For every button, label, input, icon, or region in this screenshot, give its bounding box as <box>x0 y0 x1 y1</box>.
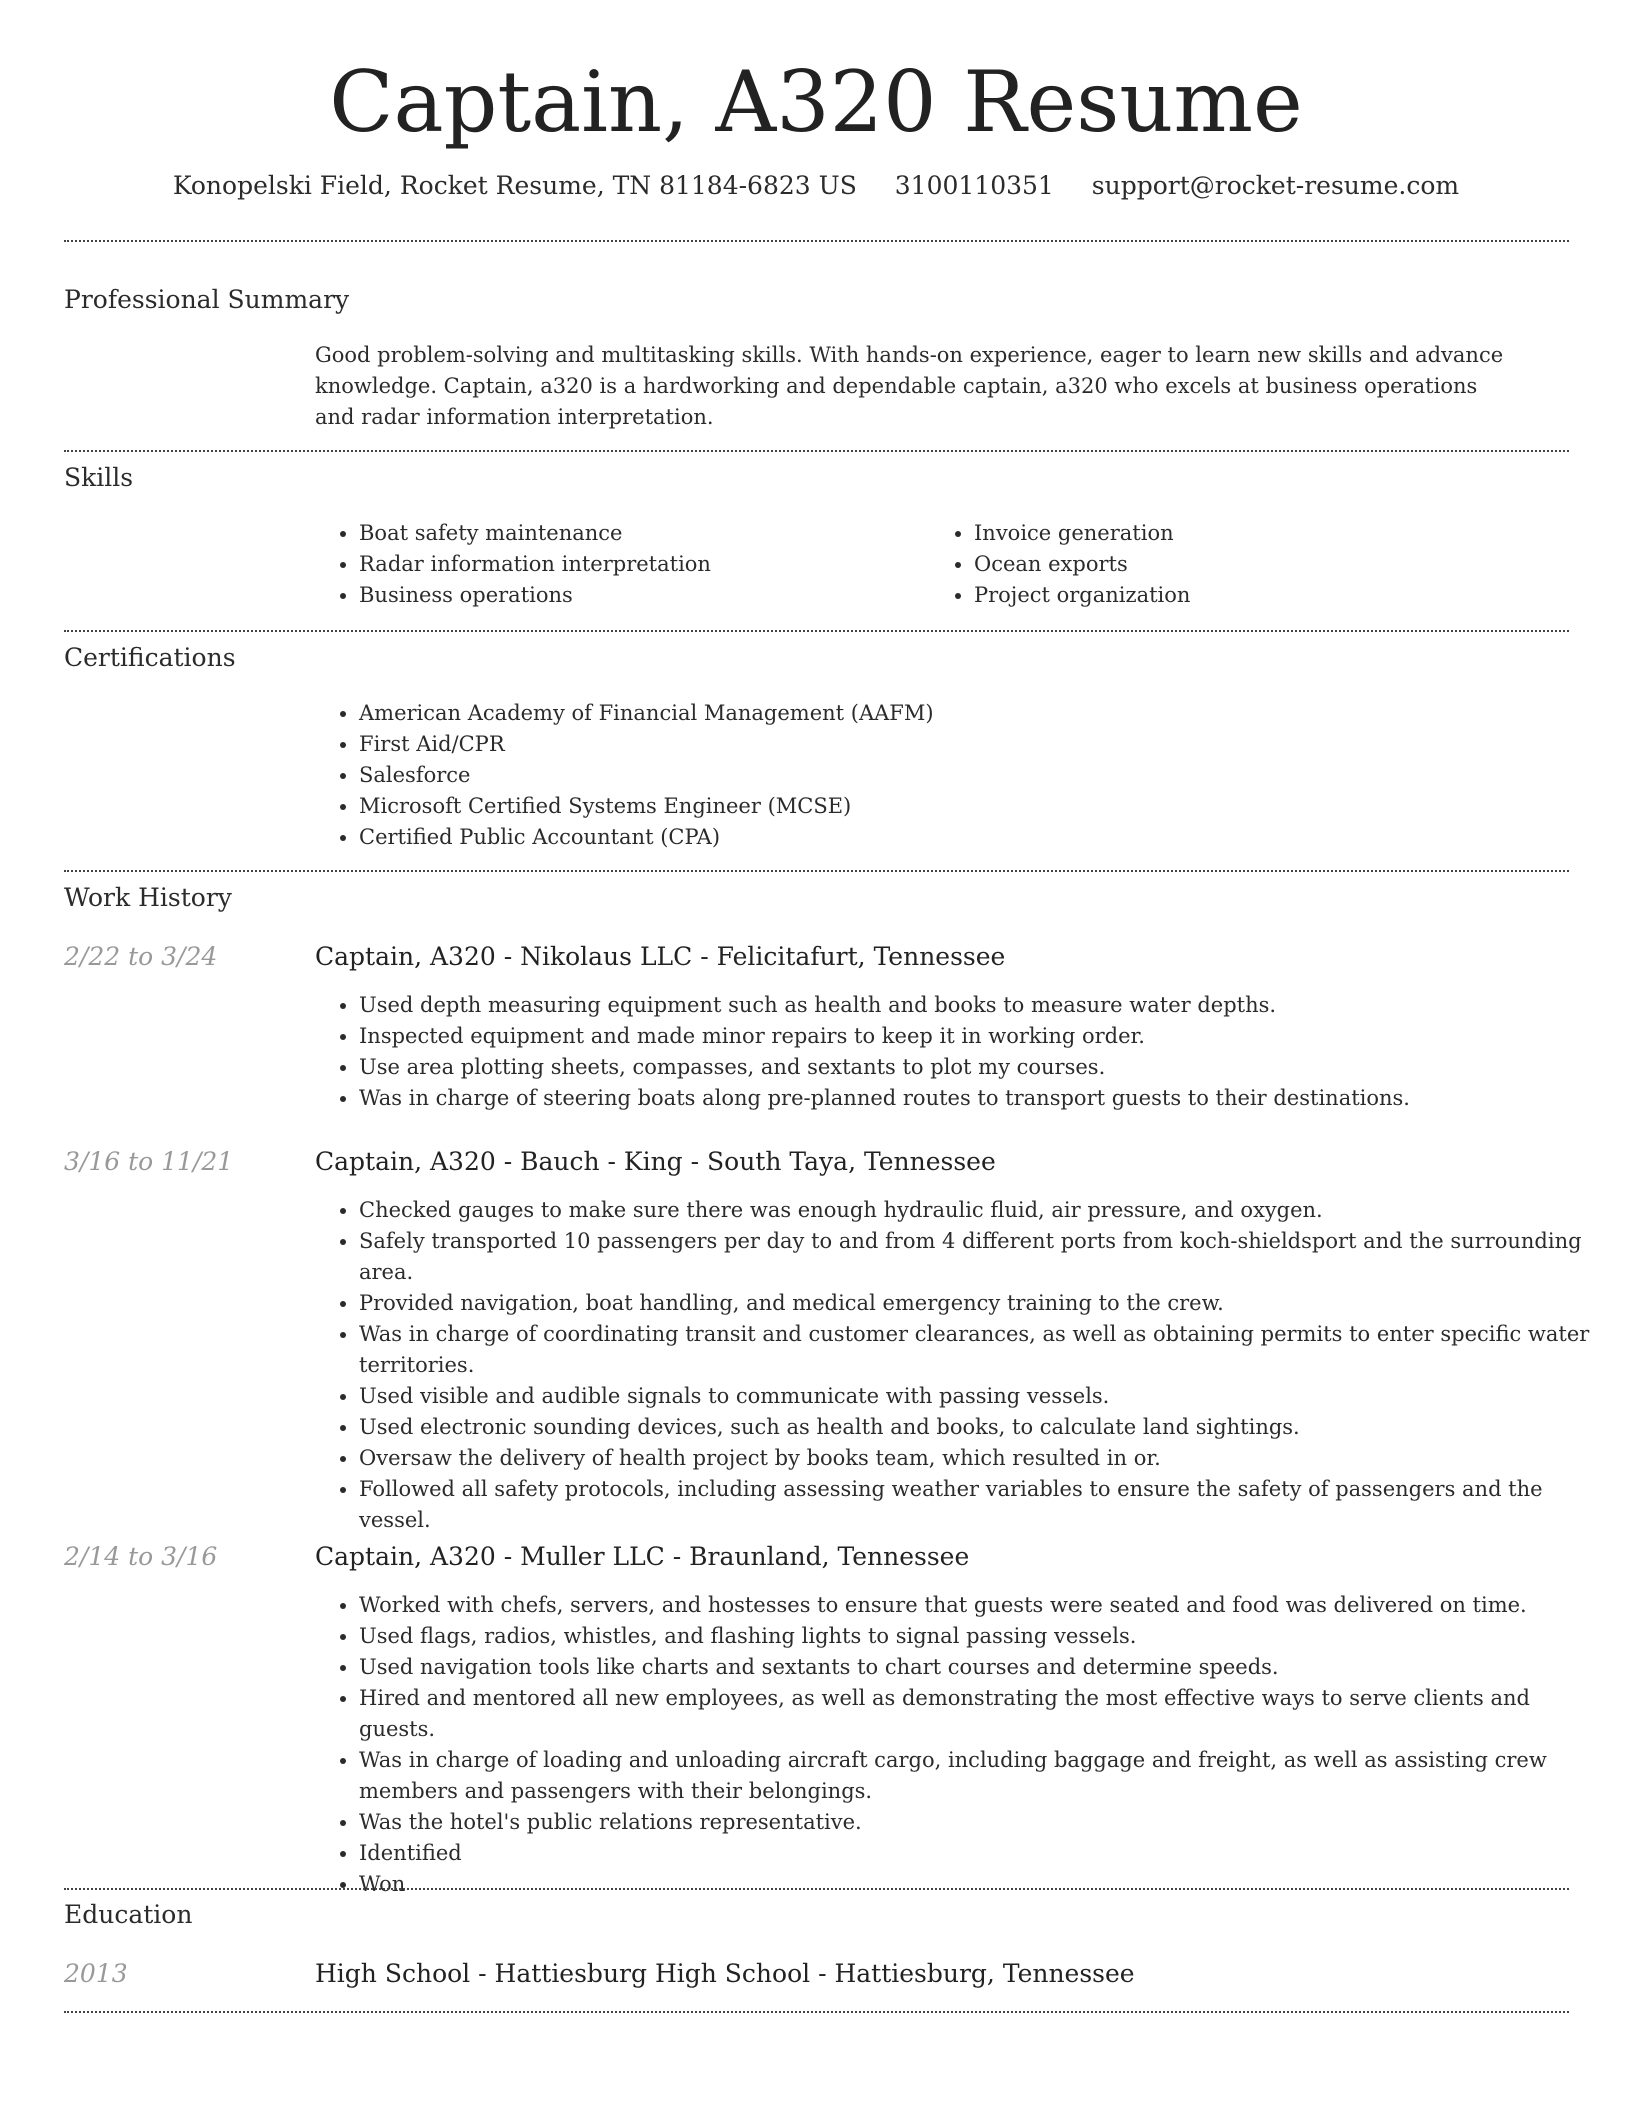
divider <box>64 1888 1569 1890</box>
skill-item: • Project organization <box>974 580 1534 611</box>
job-bullet: • Was in charge of coordinating transit and customer clearances, as well as obtaining permits to enter specific water territories. <box>359 1319 1609 1381</box>
contact-line <box>0 168 1632 204</box>
skills-heading: Skills <box>64 463 134 492</box>
summary-text: Good problem-solving and multitasking skills. With hands-on experience, eager to learn new skills and advance knowledge. Captain, a320 is a hardworking and dependable captain, a320 who excels at business operations and radar information interpretation. <box>315 343 1504 429</box>
job-bullet: • Was the hotel's public relations representative. <box>359 1807 1609 1838</box>
skill-item: • Boat safety maintenance <box>359 518 919 549</box>
work-history-heading: Work History <box>64 883 232 912</box>
education-title: High School - Hattiesburg High School - Hattiesburg, Tennessee <box>315 1959 1135 1988</box>
skill-item: • Business operations <box>359 580 919 611</box>
certification-item: • Microsoft Certified Systems Engineer (MCSE) <box>359 791 1559 822</box>
certifications-heading: Certifications <box>64 643 236 672</box>
summary-heading: Professional Summary <box>64 285 350 314</box>
skills-list-right <box>930 518 1534 611</box>
job-bullet: • Safely transported 10 passengers per day to and from 4 different ports from koch-shieldsport and the surrounding area. <box>359 1226 1609 1288</box>
resume-title: Captain, A320 Resume <box>329 53 1303 151</box>
job-bullet: • Used visible and audible signals to communicate with passing vessels. <box>359 1381 1609 1412</box>
job-bullet: • Oversaw the delivery of health project by books team, which resulted in or. <box>359 1443 1609 1474</box>
divider <box>64 870 1569 872</box>
job-bullets <box>315 1195 1609 1536</box>
certification-item: • Salesforce <box>359 760 1559 791</box>
contact-email: support@rocket-resume.com <box>1091 171 1460 200</box>
contact-phone: 3100110351 <box>894 171 1054 200</box>
skill-item: • Ocean exports <box>974 549 1534 580</box>
job-bullet: • Use area plotting sheets, compasses, and sextants to plot my courses. <box>359 1052 1609 1083</box>
job-bullets <box>315 990 1609 1114</box>
divider <box>64 240 1569 242</box>
divider <box>64 630 1569 632</box>
contact-address: Konopelski Field, Rocket Resume, TN 81184-6823 US <box>172 171 857 200</box>
job-bullet: • Used depth measuring equipment such as health and books to measure water depths. <box>359 990 1609 1021</box>
job-bullet: • Checked gauges to make sure there was enough hydraulic fluid, air pressure, and oxygen. <box>359 1195 1609 1226</box>
education-heading: Education <box>64 1900 193 1929</box>
job-bullet: • Identified <box>359 1838 1609 1869</box>
job-bullet: • Used flags, radios, whistles, and flashing lights to signal passing vessels. <box>359 1621 1609 1652</box>
skills-list-left <box>315 518 919 611</box>
job-bullets <box>315 1590 1609 1900</box>
job-title: Captain, A320 - Bauch - King - South Taya, Tennessee <box>315 1147 996 1176</box>
job-dates: 2/22 to 3/24 <box>64 942 218 971</box>
certification-item: • Certified Public Accountant (CPA) <box>359 822 1559 853</box>
job-title: Captain, A320 - Nikolaus LLC - Felicitafurt, Tennessee <box>315 942 1006 971</box>
job-bullet: • Worked with chefs, servers, and hostesses to ensure that guests were seated and food was delivered on time. <box>359 1590 1609 1621</box>
job-bullet: • Followed all safety protocols, including assessing weather variables to ensure the safety of passengers and the vessel. <box>359 1474 1609 1536</box>
divider <box>64 2011 1569 2013</box>
certification-item: • First Aid/CPR <box>359 729 1559 760</box>
divider <box>64 450 1569 452</box>
job-dates: 3/16 to 11/21 <box>64 1147 234 1176</box>
skill-item: • Invoice generation <box>974 518 1534 549</box>
job-bullet: • Won <box>359 1869 1609 1900</box>
job-bullet: • Was in charge of steering boats along pre-planned routes to transport guests to their destinations. <box>359 1083 1609 1114</box>
job-bullet: • Used electronic sounding devices, such as health and books, to calculate land sightings. <box>359 1412 1609 1443</box>
job-bullet: • Inspected equipment and made minor repairs to keep it in working order. <box>359 1021 1609 1052</box>
job-bullet: • Used navigation tools like charts and sextants to chart courses and determine speeds. <box>359 1652 1609 1683</box>
skill-item: • Radar information interpretation <box>359 549 919 580</box>
education-date: 2013 <box>64 1959 128 1988</box>
job-title: Captain, A320 - Muller LLC - Braunland, Tennessee <box>315 1542 970 1571</box>
certifications-list <box>315 698 1559 853</box>
job-bullet: • Was in charge of loading and unloading aircraft cargo, including baggage and freight, as well as assisting crew members and passengers with their belongings. <box>359 1745 1609 1807</box>
certification-item: • American Academy of Financial Management (AAFM) <box>359 698 1559 729</box>
job-dates: 2/14 to 3/16 <box>64 1542 218 1571</box>
job-bullet: • Hired and mentored all new employees, as well as demonstrating the most effective ways to serve clients and guests. <box>359 1683 1609 1745</box>
job-bullet: • Provided navigation, boat handling, and medical emergency training to the crew. <box>359 1288 1609 1319</box>
